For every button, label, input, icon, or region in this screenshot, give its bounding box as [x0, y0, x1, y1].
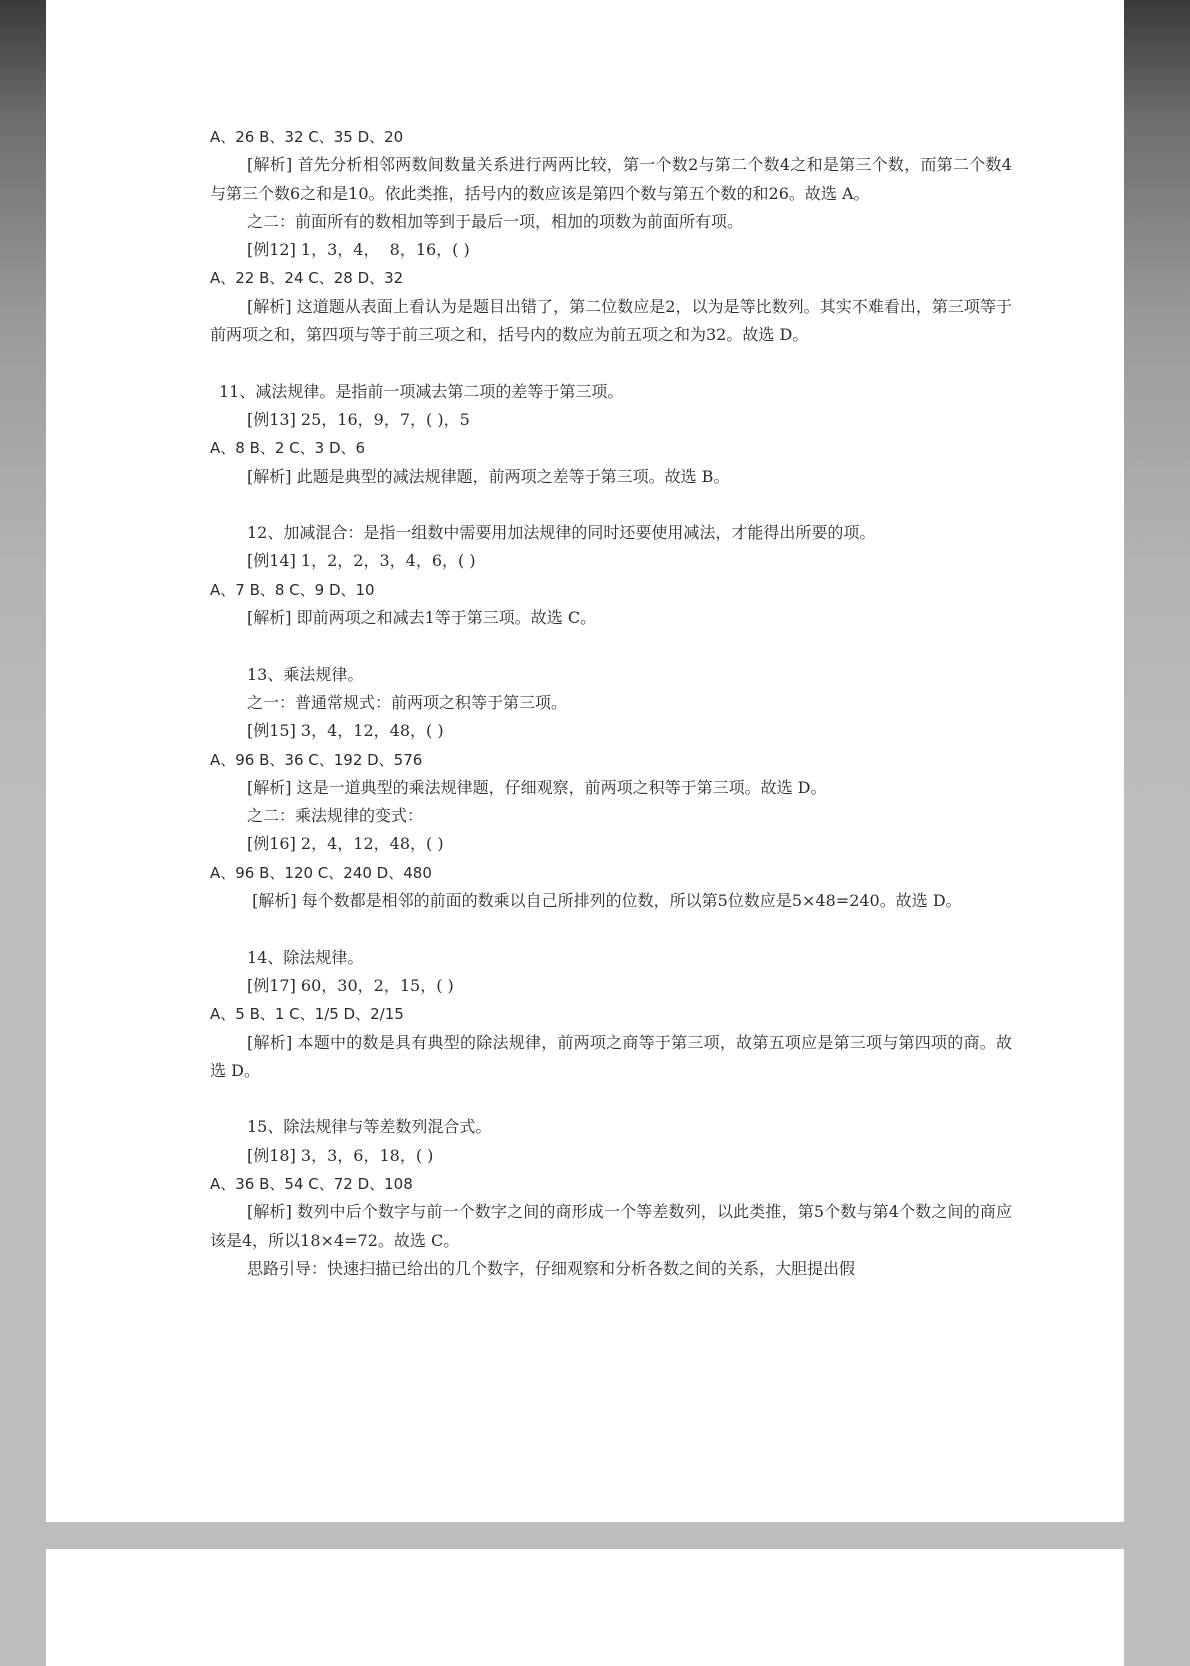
paragraph-spacer: [210, 491, 1012, 519]
indented-text-line: 13、乘法规律。: [247, 664, 364, 684]
answer-options-line: A、36 B、54 C、72 D、108: [210, 1174, 413, 1193]
paragraph-spacer: [210, 915, 1012, 943]
indented-text-line: 思路引导：快速扫描已给出的几个数字，仔细观察和分析各数之间的关系，大胆提出假: [247, 1258, 856, 1278]
indented-text-line: 之一：普通常规式：前两项之积等于第三项。: [247, 692, 568, 712]
answer-options-line: A、8 B、2 C、3 D、6: [210, 439, 366, 458]
answer-options-line: A、22 B、24 C、28 D、32: [210, 269, 404, 288]
indented-text-line: [解析] 每个数都是相邻的前面的数乘以自己所排列的位数，所以第5位数应是5×48=240。故选 D。: [247, 891, 962, 911]
next-document-page: [46, 1549, 1124, 1666]
indented-text-line: 之二：乘法规律的变式：: [247, 806, 424, 826]
indented-text-line: [解析] 即前两项之和减去1等于第三项。故选 C。: [247, 608, 597, 628]
indented-text-line: 14、除法规律。: [247, 947, 364, 967]
document-page: [46, 0, 1124, 1522]
answer-options-line: A、7 B、8 C、9 D、10: [210, 580, 375, 599]
paragraph-spacer: [210, 1085, 1012, 1113]
answer-options-line: A、96 B、120 C、240 D、480: [210, 863, 432, 882]
indented-text-line: 15、除法规律与等差数列混合式。: [247, 1117, 492, 1137]
indented-text-line: [例12] 1，3，4， 8，16，( ): [247, 240, 470, 260]
indented-text-line: [解析] 本题中的数是具有典型的除法规律，前两项之商等于第三项，故第五项应是第三项与第四项的商。故选 D。: [210, 1032, 1012, 1080]
indented-text-line: [解析] 此题是典型的减法规律题，前两项之差等于第三项。故选 B。: [247, 466, 730, 486]
paragraph-spacer: [210, 632, 1012, 660]
indented-text-line: [例15] 3，4，12，48，( ): [247, 721, 444, 741]
indented-text-line: [解析] 这道题从表面上看认为是题目出错了，第二位数应是2，以为是等比数列。其实不难看出，第三项等于前两项之和，第四项与等于前三项之和，括号内的数应为前五项之和为32。故选 D。: [210, 296, 1012, 345]
indented-text-line: [解析] 数列中后个数字与前一个数字之间的商形成一个等差数列，以此类推，第5个数与第4个数之间的商应该是4，所以18×4=72。故选 C。: [210, 1202, 1012, 1250]
indented-text-line: [解析] 首先分析相邻两数间数量关系进行两两比较，第一个数2与第二个数4之和是第三个数，而第二个数4与第三个数6之和是10。依此类推，括号内的数应该是第四个数与第五个数的和26。故选 A。: [210, 155, 1012, 203]
answer-options-line: A、96 B、36 C、192 D、576: [210, 750, 423, 769]
section-heading-line: 11、减法规律。是指前一项减去第二项的差等于第三项。: [219, 381, 624, 401]
answer-options-line: A、26 B、32 C、35 D、20: [210, 128, 404, 146]
indented-text-line: [解析] 这是一道典型的乘法规律题，仔细观察，前两项之积等于第三项。故选 D。: [247, 777, 827, 797]
indented-text-line: 12、加减混合：是指一组数中需要用加法规律的同时还要使用减法，才能得出所要的项。: [247, 523, 876, 543]
paragraph-spacer: [210, 349, 1012, 377]
indented-text-line: [例18] 3，3，6，18，( ): [247, 1145, 434, 1165]
indented-text-line: 之二：前面所有的数相加等到于最后一项，相加的项数为前面所有项。: [247, 211, 744, 231]
indented-text-line: [例14] 1，2，2，3，4，6，( ): [247, 551, 476, 571]
answer-options-line: A、5 B、1 C、1/5 D、2/15: [210, 1005, 404, 1024]
indented-text-line: [例16] 2，4，12，48，( ): [247, 834, 444, 854]
indented-text-line: [例13] 25，16，9，7，( )，5: [247, 409, 470, 429]
indented-text-line: [例17] 60，30，2，15，( ): [247, 975, 454, 995]
page-text-body: [210, 123, 1012, 1283]
